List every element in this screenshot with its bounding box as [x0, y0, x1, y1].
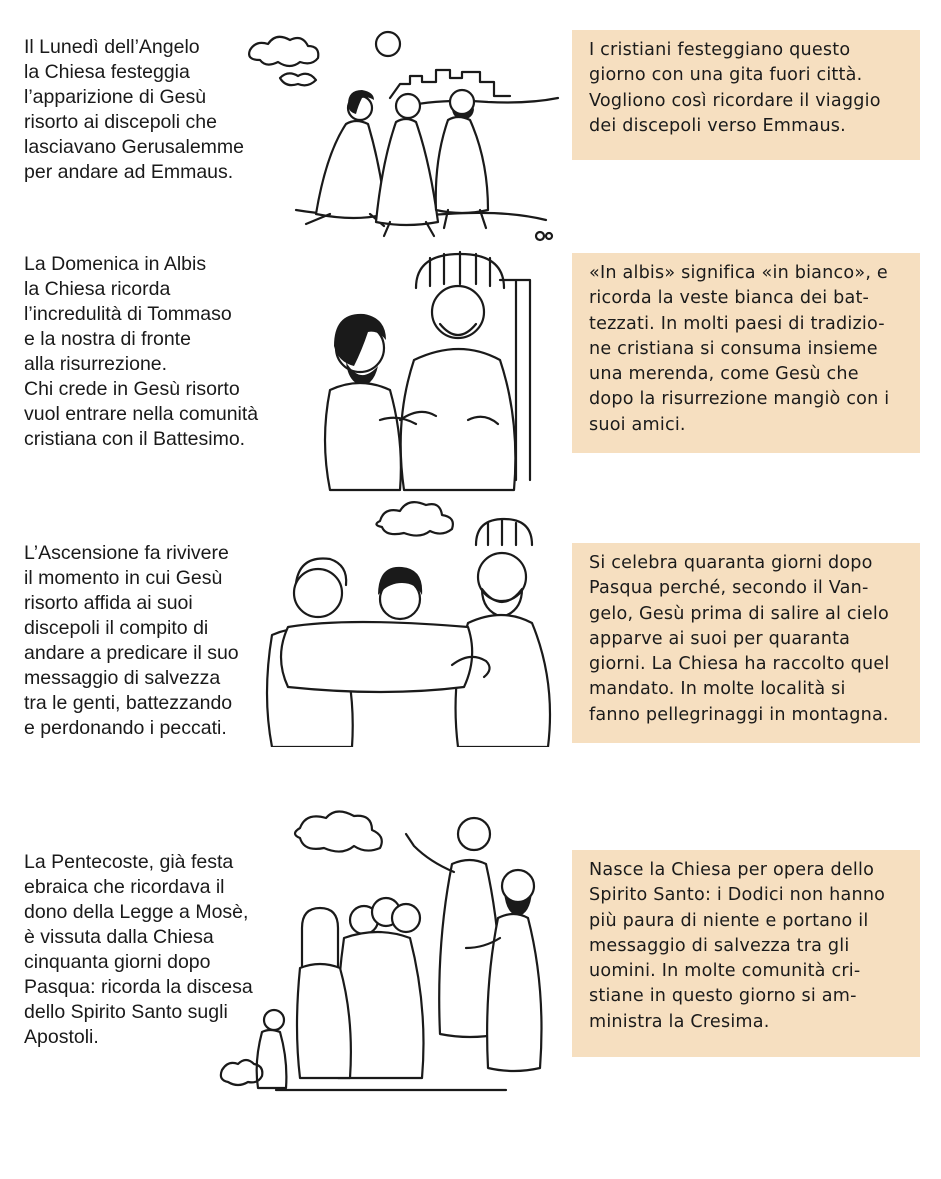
box-line: stiane in questo giorno si am-: [589, 986, 857, 1007]
emmaus-illustration: [240, 28, 560, 248]
box-line: dei discepoli verso Emmaus.: [589, 115, 846, 136]
box-line: una merenda, come Gesù che: [589, 364, 859, 385]
section-2-text: [24, 252, 258, 452]
text-line: cristiana con il Battesimo.: [24, 428, 246, 450]
text-line: Chi crede in Gesù risorto: [24, 378, 240, 400]
box-line: ministra la Cresima.: [589, 1011, 770, 1032]
box-line: suoi amici.: [589, 414, 686, 435]
text-line: andare a predicare il suo: [24, 642, 239, 664]
pentecost-illustration: [216, 808, 564, 1098]
box-line: mandato. In molte località si: [589, 679, 846, 700]
thomas-illustration: [320, 250, 560, 495]
text-line: Apostoli.: [24, 1026, 99, 1048]
text-line: l’incredulità di Tommaso: [24, 303, 232, 325]
text-line: Pasqua: ricorda la discesa: [24, 976, 253, 998]
section-4-box: [572, 850, 920, 1057]
section-1-box: [572, 30, 920, 160]
section-2-box: [572, 253, 920, 453]
box-line: Spirito Santo: i Dodici non hanno: [589, 885, 886, 906]
text-line: messaggio di salvezza: [24, 667, 221, 689]
text-line: risorto affida ai suoi: [24, 592, 193, 614]
text-line: alla risurrezione.: [24, 353, 168, 375]
box-line: «In albis» significa «in bianco», e: [589, 263, 888, 283]
text-line: cinquanta giorni dopo: [24, 951, 211, 973]
text-line: ebraica che ricordava il: [24, 876, 225, 898]
text-line: e la nostra di fronte: [24, 328, 191, 350]
box-line: ne cristiana si consuma insieme: [589, 338, 878, 359]
text-line: La Domenica in Albis: [24, 253, 207, 275]
text-line: la Chiesa festeggia: [24, 61, 190, 83]
box-line: giorno con una gita fuori città.: [589, 65, 863, 86]
text-line: dello Spirito Santo sugli: [24, 1001, 228, 1023]
box-line: apparve ai suoi per quaranta: [589, 628, 851, 649]
text-line: l’apparizione di Gesù: [24, 86, 207, 108]
text-line: L’Ascensione fa rivivere: [24, 542, 229, 564]
text-line: discepoli il compito di: [24, 617, 209, 639]
box-line: Nasce la Chiesa per opera dello: [589, 860, 875, 880]
box-line: giorni. La Chiesa ha raccolto quel: [589, 654, 890, 675]
box-line: fanno pellegrinaggi in montagna.: [589, 704, 889, 725]
text-line: e perdonando i peccati.: [24, 717, 227, 739]
box-line: I cristiani festeggiano questo: [589, 40, 851, 60]
text-line: vuol entrare nella comunità: [24, 403, 259, 425]
text-line: Il Lunedì dell’Angelo: [24, 36, 200, 58]
section-3-text: [24, 541, 239, 741]
section-1-text: [24, 35, 244, 185]
text-line: risorto ai discepoli che: [24, 111, 217, 133]
text-line: La Pentecoste, già festa: [24, 851, 234, 873]
text-line: è vissuta dalla Chiesa: [24, 926, 214, 948]
text-line: la Chiesa ricorda: [24, 278, 171, 300]
ascension-illustration: [262, 495, 562, 747]
text-line: lasciavano Gerusalemme: [24, 136, 245, 158]
text-line: dono della Legge a Mosè,: [24, 901, 249, 923]
box-line: Vogliono così ricordare il viaggio: [589, 90, 881, 111]
text-line: il momento in cui Gesù: [24, 567, 223, 589]
section-3-box: [572, 543, 920, 743]
box-line: più paura di niente e portano il: [589, 910, 869, 931]
box-line: Si celebra quaranta giorni dopo: [589, 553, 873, 573]
box-line: gelo, Gesù prima di salire al cielo: [589, 603, 889, 624]
box-line: Pasqua perché, secondo il Van-: [589, 578, 869, 599]
box-line: messaggio di salvezza tra gli: [589, 935, 850, 956]
box-line: tezzati. In molti paesi di tradizio-: [589, 313, 885, 334]
text-line: per andare ad Emmaus.: [24, 161, 234, 183]
text-line: tra le genti, battezzando: [24, 692, 233, 714]
box-line: ricorda la veste bianca dei bat-: [589, 288, 870, 309]
box-line: uomini. In molte comunità cri-: [589, 961, 861, 982]
box-line: dopo la risurrezione mangiò con i: [589, 389, 890, 410]
